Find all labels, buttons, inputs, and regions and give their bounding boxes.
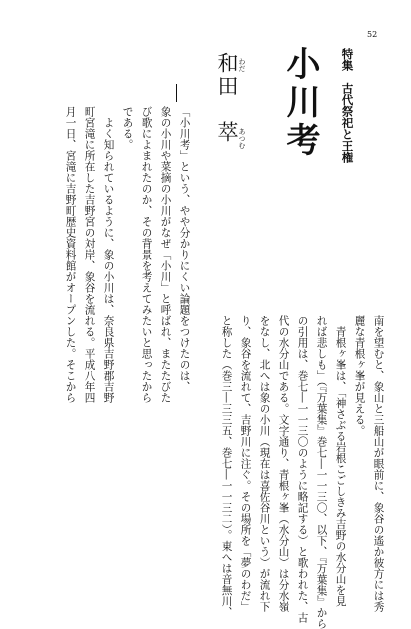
body-line: よく知られているように、象の小川は、奈良県吉野郡吉野 xyxy=(102,106,115,403)
body-line: れば悲しも」（『万葉集』巻七―一一三〇、以下、『万葉集』から xyxy=(315,315,328,629)
body-line: 南を望むと、象山と三船山が眼前に、象谷の遙か彼方には秀 xyxy=(372,315,385,612)
section-number-one xyxy=(176,84,177,102)
body-line: 代の水分山である。文字通り、青根ヶ峯（水分山）は分水嶺 xyxy=(277,315,290,612)
body-line: 象の小川や菜摘の小川がなぜ「小川」と呼ばれ、またたびた xyxy=(159,106,172,403)
body-line: をなし、北へは象の小川（現在は喜佐谷川という）が流れ下 xyxy=(258,315,271,612)
body-line: 「小川考」という、やや分かりにくい論題をつけたのは、 xyxy=(178,106,191,392)
body-line: である。 xyxy=(121,106,134,150)
body-line: 町宮滝に所在した吉野宮の対岸、象谷を流れる。平成八年四 xyxy=(83,106,96,403)
body-line: と称した（巻三―三三五、巻七―一一三二）。東へは音無川、 xyxy=(220,315,233,618)
body-line: の引用は、巻七―一一三〇のように略記する）と歌われた、古 xyxy=(296,315,309,623)
page-number: 52 xyxy=(367,30,378,39)
author-name: 和田 萃 xyxy=(215,52,239,144)
body-line: び歌によまれたのか、その背景を考えてみたいと思ったから xyxy=(140,106,153,403)
body-line: 月一日、宮滝に吉野町歴史資料館がオープンした。そこから xyxy=(64,106,77,403)
body-line: 麗な青根ヶ峯が見える。 xyxy=(353,315,366,436)
body-line: り、象谷を流れて、吉野川に注ぐ。その場所を「夢のわだ」 xyxy=(239,315,252,612)
author-ruby-given: あつむ xyxy=(238,128,246,149)
body-line: 青根ヶ峯は、「神さぶる岩根こごしきみ吉野の水分山を見 xyxy=(334,315,347,607)
article-title: 小川考 xyxy=(280,46,320,160)
author-ruby-surname: わだ xyxy=(238,58,246,72)
feature-heading: 特集 古代祭祀と王権 xyxy=(340,48,355,163)
